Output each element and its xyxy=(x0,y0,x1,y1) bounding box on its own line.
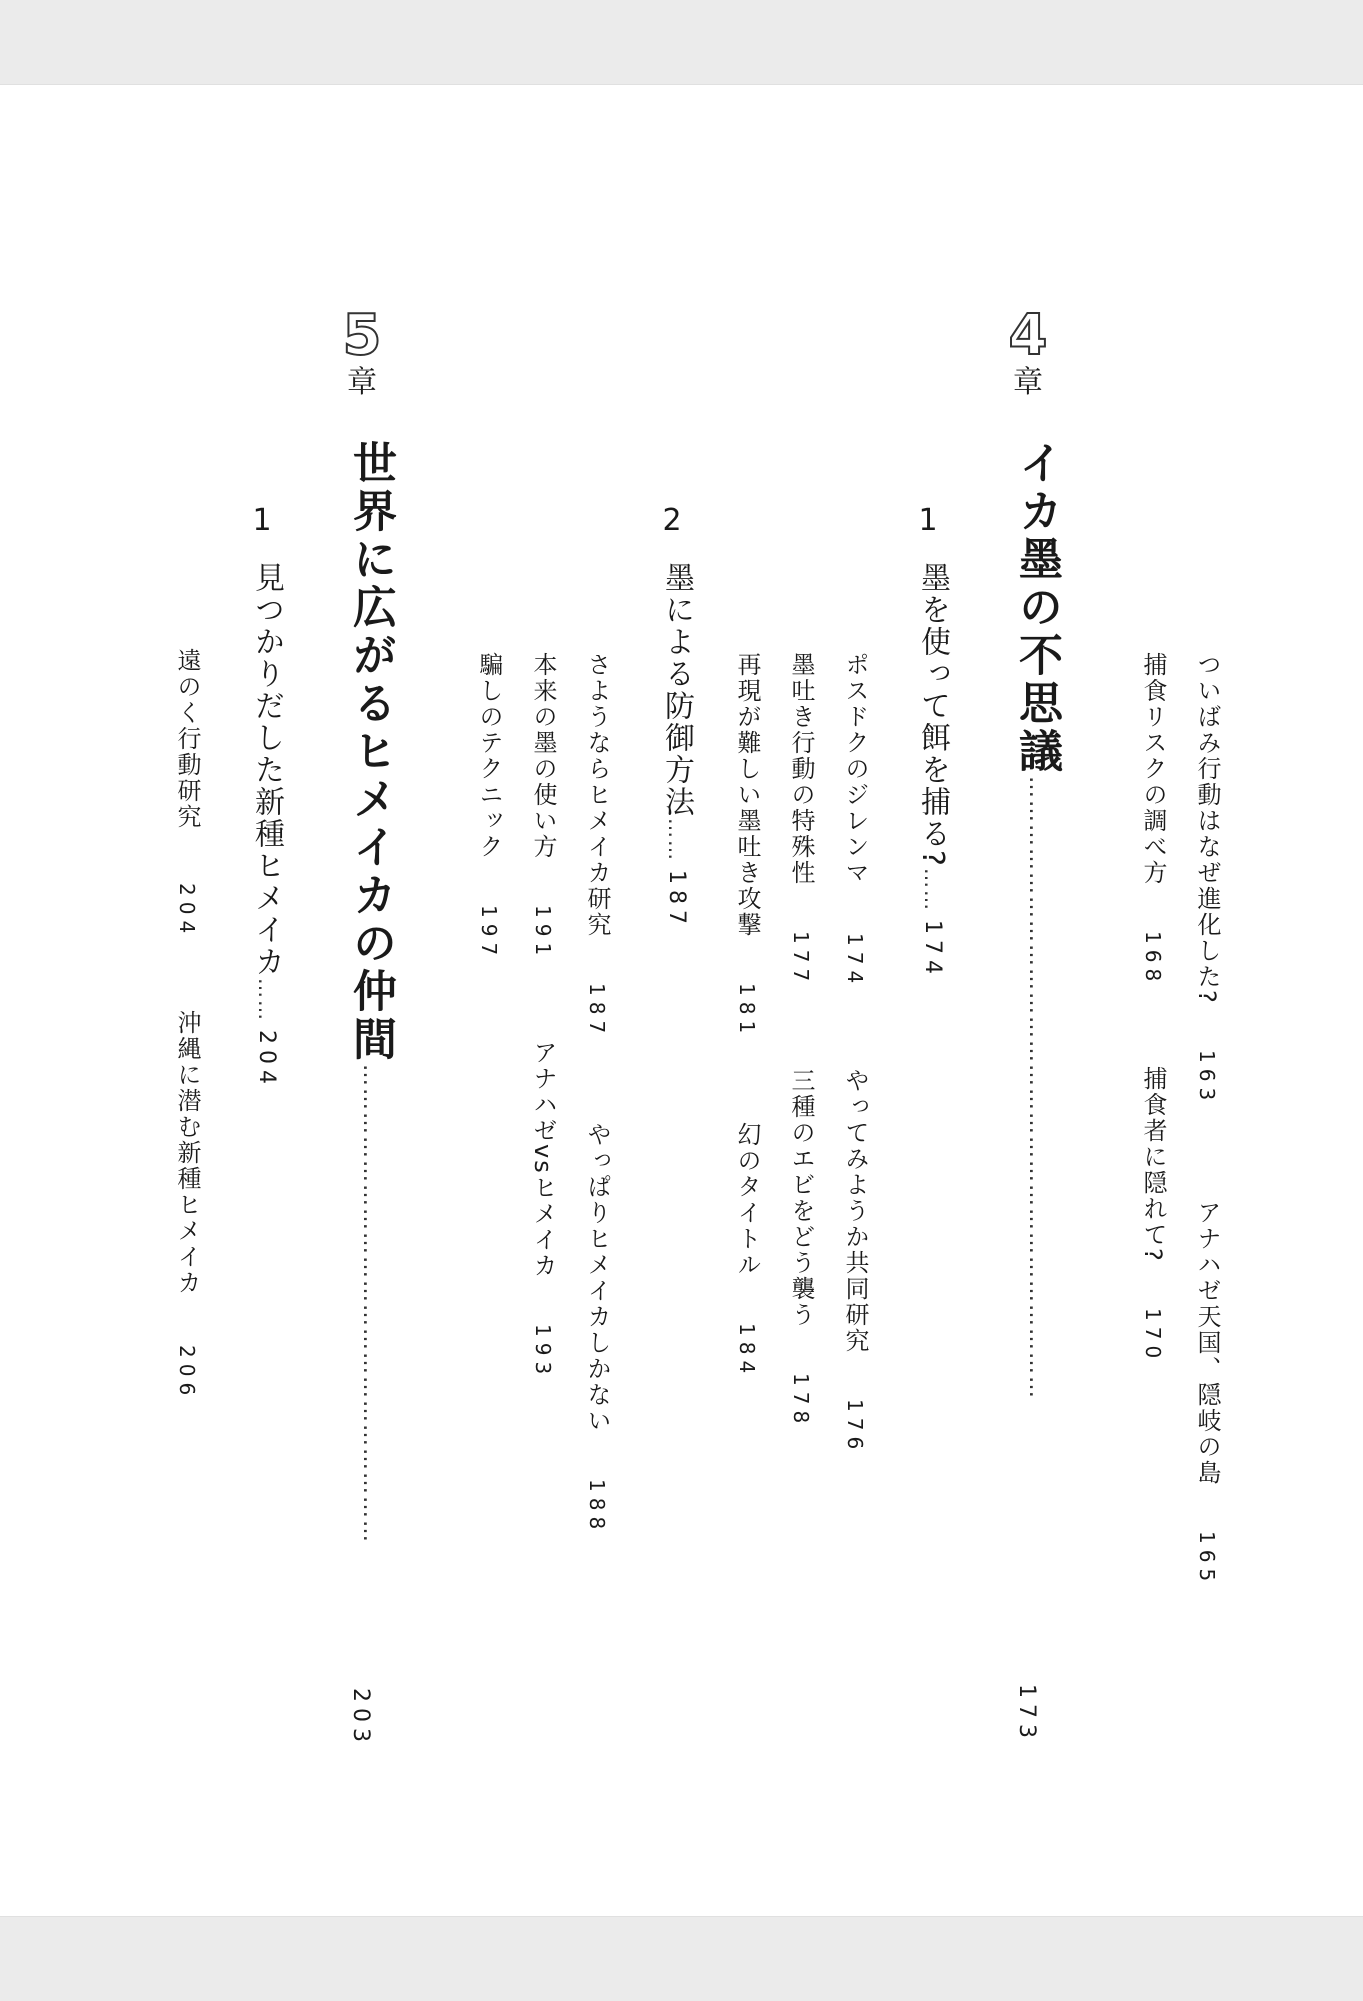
section-heading[interactable] xyxy=(654,562,698,930)
entry-page: 177 xyxy=(789,931,813,988)
chapter-4-page: 173 xyxy=(1014,1684,1039,1744)
chapter-4-label: 章 xyxy=(1013,365,1043,400)
section-title: 墨による防御方法 xyxy=(659,562,694,818)
toc-entry[interactable] xyxy=(838,1068,873,1455)
entry-title: 再現が難しい墨吐き攻撃 xyxy=(733,652,761,938)
entry-page: 197 xyxy=(477,905,501,962)
leader-dots: …………………………………………………… xyxy=(358,1064,383,1544)
section-page: 204 xyxy=(254,1030,279,1090)
toc-entry[interactable] xyxy=(170,648,205,939)
section-page: 187 xyxy=(664,870,689,930)
toc-entry[interactable] xyxy=(838,652,873,989)
toc-entry[interactable] xyxy=(580,652,615,1039)
entry-page: 191 xyxy=(531,905,555,962)
toc-entry[interactable] xyxy=(170,1010,205,1401)
entry-title: 幻のタイトル xyxy=(733,1122,761,1278)
entry-page: 184 xyxy=(735,1323,759,1380)
top-margin-band xyxy=(0,0,1363,85)
section-number: 1 xyxy=(252,503,272,538)
entry-title: 本来の墨の使い方 xyxy=(529,652,557,860)
toc-entry[interactable] xyxy=(526,652,561,961)
entry-title: 三種のエビをどう襲う xyxy=(787,1068,815,1328)
entry-title: アナハゼvsヒメイカ xyxy=(529,1040,557,1279)
toc-entry[interactable] xyxy=(1136,652,1171,987)
toc-entry[interactable] xyxy=(526,1040,561,1380)
leader-dots: …… xyxy=(254,978,278,1022)
toc-entry[interactable] xyxy=(1190,1200,1225,1587)
leader-dots: …… xyxy=(920,867,944,912)
section-title: 見つかりだした新種ヒメイカ xyxy=(249,562,284,978)
chapter-4-title: イカ墨の不思議 xyxy=(1011,440,1062,776)
chapter-5-heading[interactable] xyxy=(338,440,402,1544)
toc-entry[interactable] xyxy=(580,1122,615,1535)
entry-page: 170 xyxy=(1141,1307,1165,1365)
entry-title: 捕食者に隠れて? xyxy=(1139,1066,1167,1263)
entry-title: 騙しのテクニック xyxy=(475,652,503,860)
toc-entry[interactable] xyxy=(730,652,765,1039)
entry-page: 193 xyxy=(531,1323,555,1380)
entry-title: アナハゼ天国、隠岐の島 xyxy=(1193,1200,1221,1486)
entry-page: 204 xyxy=(175,883,199,940)
section-heading[interactable] xyxy=(244,562,288,1090)
entry-page: 187 xyxy=(585,983,609,1040)
chapter-5-page: 203 xyxy=(348,1688,373,1748)
section-number: 1 xyxy=(918,503,938,538)
entry-title: 沖縄に潜む新種ヒメイカ xyxy=(173,1010,201,1296)
chapter-4-heading[interactable] xyxy=(1004,440,1068,1400)
entry-title: 遠のく行動研究 xyxy=(173,648,201,830)
section-number: 2 xyxy=(662,503,682,538)
bottom-margin-band xyxy=(0,1916,1363,2001)
entry-title: さようならヒメイカ研究 xyxy=(583,652,611,938)
entry-page: 188 xyxy=(585,1479,609,1536)
section-title: 墨を使って餌を捕る? xyxy=(915,562,950,868)
entry-page: 165 xyxy=(1195,1531,1219,1588)
leader-dots: …………………………………………………………………… xyxy=(1024,776,1049,1400)
entry-page: 178 xyxy=(789,1373,813,1430)
toc-entry[interactable] xyxy=(784,652,819,987)
toc-entry[interactable] xyxy=(1190,652,1225,1106)
entry-title: ついばみ行動はなぜ進化した? xyxy=(1193,652,1221,1005)
entry-title: 墨吐き行動の特殊性 xyxy=(787,652,815,886)
entry-title: 捕食リスクの調べ方 xyxy=(1139,652,1167,886)
chapter-4-number: 4 xyxy=(1008,303,1048,368)
entry-title: やってみようか共同研究 xyxy=(841,1068,869,1354)
toc-entry[interactable] xyxy=(472,652,507,961)
entry-page: 163 xyxy=(1195,1049,1219,1107)
entry-page: 176 xyxy=(843,1399,867,1456)
entry-page: 174 xyxy=(843,933,867,990)
entry-title: ポスドクのジレンマ xyxy=(841,652,869,886)
entry-page: 181 xyxy=(735,983,759,1040)
entry-page: 206 xyxy=(175,1345,199,1402)
entry-title: やっぱりヒメイカしかない xyxy=(583,1122,611,1434)
section-heading[interactable] xyxy=(910,562,954,980)
toc-entry[interactable] xyxy=(1136,1066,1171,1364)
toc-entry[interactable] xyxy=(784,1068,819,1429)
toc-entry[interactable] xyxy=(730,1122,765,1379)
chapter-5-label: 章 xyxy=(347,365,377,400)
leader-dots: …… xyxy=(664,818,688,862)
entry-page: 168 xyxy=(1141,931,1165,988)
chapter-5-number: 5 xyxy=(342,303,382,368)
section-page: 174 xyxy=(920,919,945,980)
chapter-5-title: 世界に広がるヒメイカの仲間 xyxy=(345,440,396,1064)
